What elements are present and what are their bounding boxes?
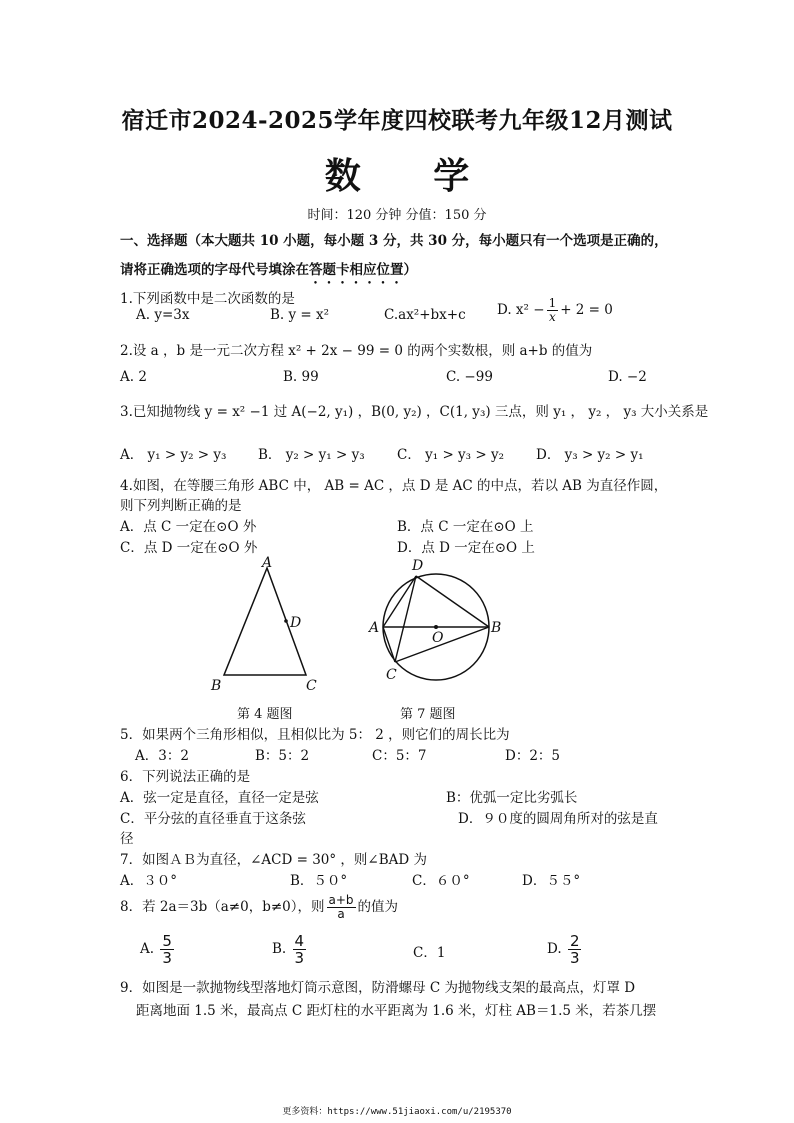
label-c: C bbox=[306, 678, 317, 694]
q8-d-fraction bbox=[568, 933, 582, 966]
q8-option-b bbox=[272, 933, 308, 966]
q8-option-c: C．1 bbox=[413, 945, 446, 961]
q1-d-denominator: x bbox=[548, 310, 556, 324]
instruction-text: 请将正确选项的字母代号填涂在 bbox=[120, 262, 309, 278]
q4-option-b: B．点 C 一定在⊙O 上 bbox=[397, 519, 534, 535]
q7-option-a: A．３０° bbox=[120, 873, 177, 889]
q4-stem-line1: 4.如图，在等腰三角形 ABC 中， AB = AC ，点 D 是 AC 的中点，若以 AB 为直径作圆， bbox=[120, 478, 668, 494]
q4-option-a: A．点 C 一定在⊙O 外 bbox=[120, 519, 257, 535]
q1-d-prefix: D. x² − bbox=[497, 302, 545, 318]
q4-stem-line2: 则下列判断正确的是 bbox=[120, 498, 242, 514]
figures-svg bbox=[200, 554, 530, 704]
q8-a-fraction bbox=[160, 933, 174, 966]
q6-option-d: D．９０度的圆周角所对的弦是直 bbox=[458, 811, 658, 827]
q8-stem bbox=[120, 894, 398, 921]
center-dot bbox=[434, 625, 438, 629]
figure-7-circle bbox=[367, 558, 501, 683]
q1-stem: 1.下列函数中是二次函数的是 bbox=[120, 291, 295, 307]
q8-stem-suffix: 的值为 bbox=[357, 899, 399, 915]
label-c7: C bbox=[386, 667, 397, 683]
footer-link[interactable]: 更多资料：https://www.51jiaoxi.com/u/2195370 bbox=[282, 1107, 512, 1117]
q8-d-denominator: 3 bbox=[569, 949, 580, 967]
q4-option-c: C．点 D 一定在⊙O 外 bbox=[120, 540, 258, 556]
q2-option-b: B. 99 bbox=[283, 369, 319, 385]
point-d-dot bbox=[284, 619, 288, 623]
label-o7: O bbox=[432, 630, 444, 646]
q3-option-c: C． y₁ > y₃ > y₂ bbox=[397, 447, 505, 463]
q6-option-a: A．弦一定是直径，直径一定是弦 bbox=[120, 790, 319, 806]
instruction-close: ） bbox=[403, 262, 417, 278]
chord-bd bbox=[416, 576, 489, 627]
q6-option-d-cont: 径 bbox=[120, 831, 134, 847]
section-instruction bbox=[120, 258, 417, 287]
q7-option-d: D．５５° bbox=[522, 873, 581, 889]
q2-option-a: A. 2 bbox=[120, 369, 147, 385]
q8-denominator: a bbox=[337, 907, 345, 921]
q1-option-a: A. y=3x bbox=[136, 307, 190, 323]
fig7-caption: 第 7 题图 bbox=[400, 707, 456, 722]
q8-d-numerator: 2 bbox=[569, 932, 580, 950]
q5-option-d: D：2：5 bbox=[505, 748, 561, 764]
q3-option-a: A． y₁ > y₂ > y₃ bbox=[120, 447, 227, 463]
q8-numerator: a+b bbox=[328, 893, 354, 907]
label-b7: B bbox=[491, 620, 502, 636]
q3-option-b: B． y₂ > y₁ > y₃ bbox=[258, 447, 365, 463]
q9-stem-line2: 距离地面 1.5 米，最高点 C 距灯柱的水平距离为 1.6 米，灯柱 AB＝1.5 米，若茶几摆 bbox=[136, 1003, 657, 1019]
subject-heading: 数 学 bbox=[324, 155, 500, 197]
q6-stem: 6．下列说法正确的是 bbox=[120, 769, 251, 785]
q1-d-fraction bbox=[547, 297, 559, 324]
q8-b-label: B. bbox=[272, 941, 287, 957]
q6-option-c: C．平分弦的直径垂直于这条弦 bbox=[120, 811, 306, 827]
q5-option-b: B：5：2 bbox=[255, 748, 310, 764]
q1-option-d bbox=[497, 297, 613, 324]
label-a7: A bbox=[369, 620, 380, 636]
q8-b-fraction bbox=[293, 933, 307, 966]
label-d: D bbox=[290, 615, 302, 631]
q1-option-b: B. y = x² bbox=[270, 307, 330, 323]
chord-ac bbox=[383, 627, 395, 662]
q5-stem: 5．如果两个三角形相似，且相似比为 5： 2 ，则它们的周长比为 bbox=[120, 727, 510, 743]
label-d7: D bbox=[412, 558, 424, 574]
q2-option-d: D. −2 bbox=[608, 369, 647, 385]
q7-stem: 7．如图ＡＢ为直径，∠ACD = 30° ，则∠BAD 为 bbox=[120, 852, 428, 868]
exam-meta: 时间：120 分钟 分值：150 分 bbox=[307, 208, 487, 223]
q7-option-b: B．５０° bbox=[290, 873, 348, 889]
q8-d-label: D. bbox=[547, 941, 562, 957]
q8-b-denominator: 3 bbox=[294, 949, 305, 967]
q4-option-d: D．点 D 一定在⊙O 上 bbox=[397, 540, 535, 556]
q8-fraction bbox=[327, 894, 356, 921]
q8-option-a bbox=[140, 933, 176, 966]
q8-a-denominator: 3 bbox=[162, 949, 172, 967]
figure-4-triangle bbox=[210, 555, 317, 694]
q1-d-suffix: + 2 = 0 bbox=[560, 302, 613, 318]
exam-title: 宿迁市2024-2025学年度四校联考九年级12月测试 bbox=[121, 107, 673, 134]
q8-a-numerator: 5 bbox=[162, 932, 172, 950]
q1-d-numerator: 1 bbox=[548, 296, 557, 310]
instruction-emphasis: 答题卡相应位置 bbox=[309, 262, 404, 278]
q5-option-c: C：5：7 bbox=[372, 748, 427, 764]
q5-option-a: A．3：2 bbox=[135, 748, 189, 764]
q9-stem-line1: 9．如图是一款抛物线型落地灯筒示意图，防滑螺母 C 为抛物线支架的最高点，灯罩 D bbox=[120, 980, 636, 996]
q1-option-c: C.ax²+bx+c bbox=[384, 307, 466, 323]
q2-stem: 2.设 a ，b 是一元二次方程 x² + 2x − 99 = 0 的两个实数根，则 a+b 的值为 bbox=[120, 343, 593, 359]
label-a: A bbox=[262, 555, 273, 571]
q2-option-c: C. −99 bbox=[446, 369, 493, 385]
q8-a-label: A. bbox=[140, 941, 155, 957]
q3-stem: 3.已知抛物线 y = x² −1 过 A(−2, y₁) ，B(0, y₂) ，C(1, y₃) 三点，则 y₁ ， y₂ ， y₃ 大小关系是 bbox=[120, 404, 709, 420]
q7-option-c: C．６０° bbox=[412, 873, 470, 889]
section-heading: 一、选择题（本大题共 10 小题，每小题 3 分，共 30 分，每小题只有一个选项是正确的， bbox=[120, 233, 668, 249]
q3-option-d: D． y₃ > y₂ > y₁ bbox=[536, 447, 644, 463]
q6-option-b: B：优弧一定比劣弧长 bbox=[446, 790, 578, 806]
chord-ad bbox=[383, 576, 416, 627]
q8-b-numerator: 4 bbox=[294, 932, 305, 950]
fig4-caption: 第 4 题图 bbox=[237, 707, 293, 722]
q8-option-d bbox=[547, 933, 583, 966]
q8-stem-prefix: 8．若 2a＝3b（a≠0，b≠0），则 bbox=[120, 899, 325, 915]
label-b: B bbox=[211, 678, 222, 694]
